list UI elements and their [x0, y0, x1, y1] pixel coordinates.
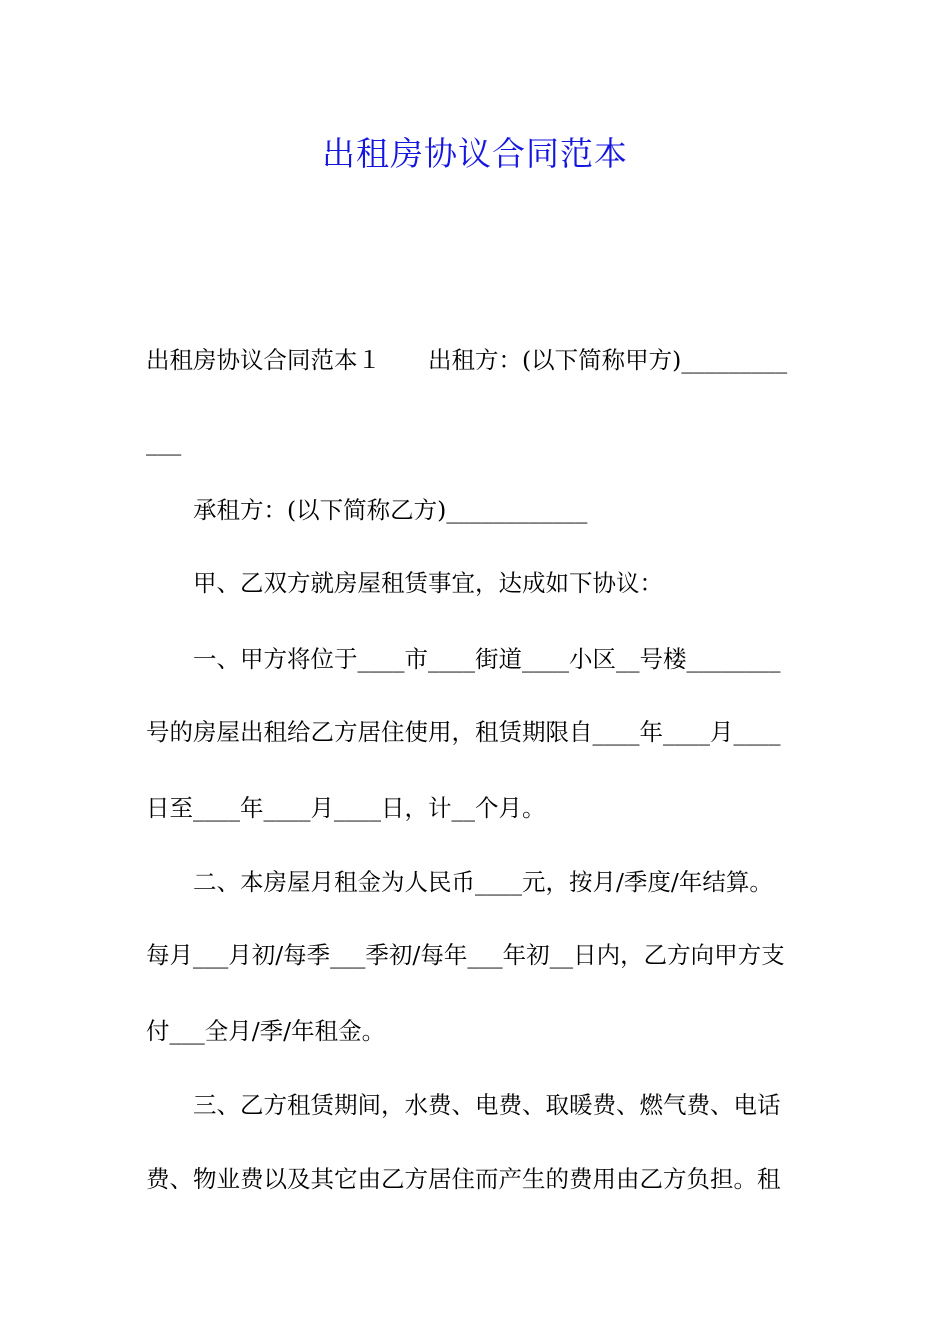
- document-title: 出租房协议合同范本: [322, 134, 628, 173]
- paragraph-line-1: [146, 344, 808, 376]
- paragraph-line-9: 每月___月初/每季___季初/每年___年初__日内，乙方向甲方支: [146, 941, 785, 969]
- paragraph-line-5: 一、甲方将位于____市____街道____小区__号楼________: [193, 645, 781, 673]
- paragraph-line-7: 日至____年____月____日，计__个月。: [146, 794, 546, 822]
- paragraph-line-8: 二、本房屋月租金为人民币____元，按月/季度/年结算。: [193, 868, 773, 896]
- paragraph-line-11: 三、乙方租赁期间，水费、电费、取暖费、燃气费、电话: [193, 1091, 781, 1119]
- paragraph-line-6: 号的房屋出租给乙方居住使用，租赁期限自____年____月____: [146, 718, 781, 746]
- line-text: 出租房协议合同范本１ 出租方：(以下简称甲方)_________: [146, 346, 788, 374]
- paragraph-line-3: 承租方：(以下简称乙方)____________: [193, 496, 588, 524]
- paragraph-line-4: 甲、乙双方就房屋租赁事宜，达成如下协议：: [193, 569, 663, 597]
- paragraph-line-2: ___: [146, 428, 182, 456]
- paragraph-line-12: 费、物业费以及其它由乙方居住而产生的费用由乙方负担。租: [146, 1165, 781, 1193]
- paragraph-line-10: 付___全月/季/年租金。: [146, 1017, 386, 1045]
